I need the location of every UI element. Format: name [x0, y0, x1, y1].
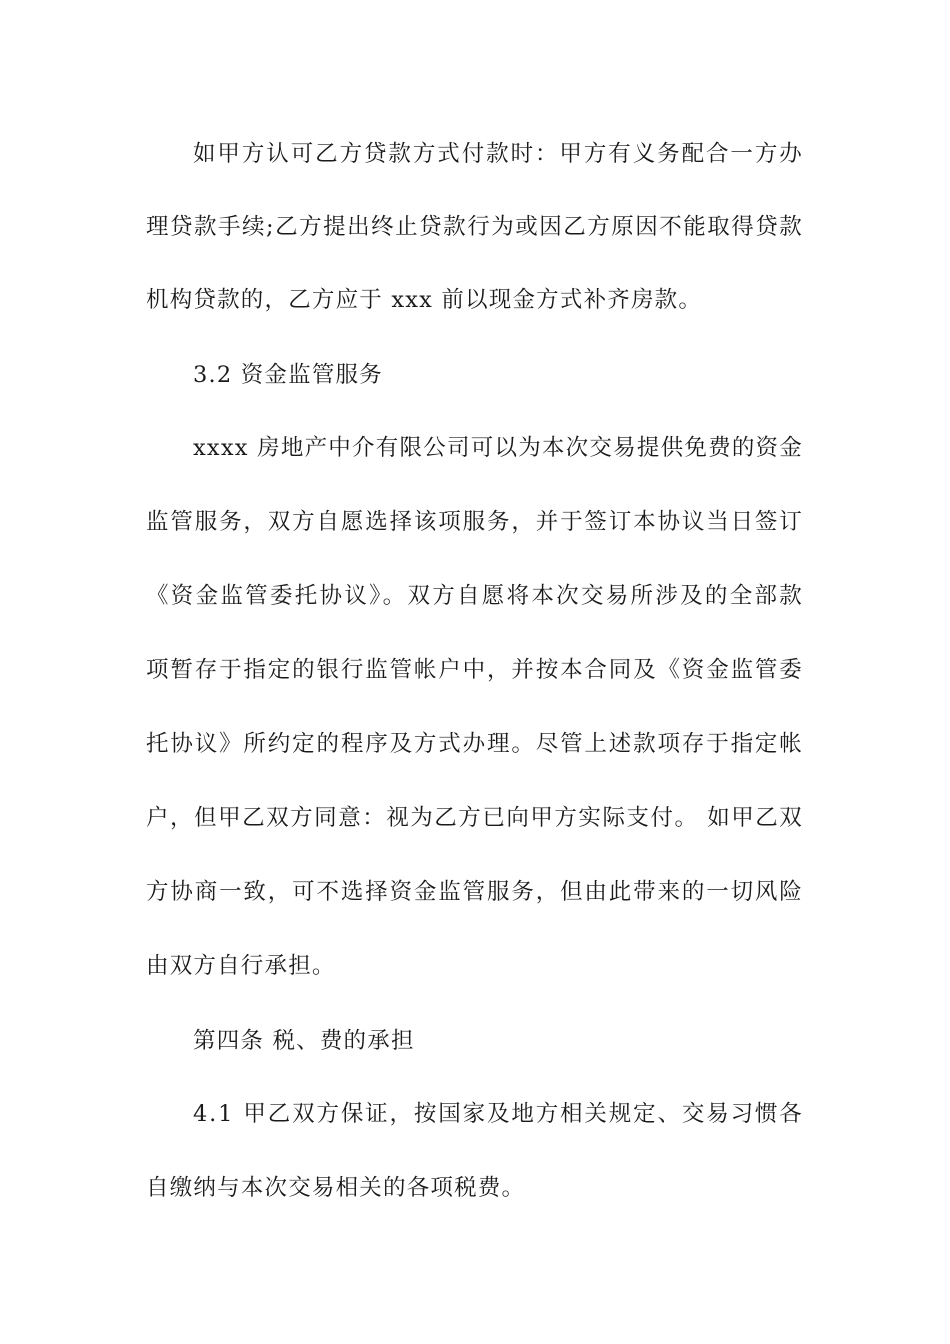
body-line-3: 机构贷款的，乙方应于 xxx 前以现金方式补齐房款。 — [146, 287, 703, 313]
body-line-2: 理贷款手续;乙方提出终止贷款行为或因乙方原因不能取得贷款 — [146, 214, 804, 240]
body-line-9: 托协议》所约定的程序及方式办理。尽管上述款项存于指定帐 — [146, 731, 804, 757]
section-heading-article-4: 第四条 税、费的承担 — [193, 1028, 415, 1054]
body-line-1: 如甲方认可乙方贷款方式付款时：甲方有义务配合一方办 — [193, 141, 804, 167]
body-line-7: 《资金监管委托协议》。双方自愿将本次交易所涉及的全部款 — [146, 583, 805, 609]
body-line-6: 监管服务，双方自愿选择该项服务，并于签订本协议当日签订 — [146, 509, 804, 535]
body-line-11: 方协商一致，可不选择资金监管服务，但由此带来的一切风险 — [146, 879, 804, 905]
body-line-12: 由双方自行承担。 — [146, 953, 336, 979]
body-line-14: 4.1 甲乙双方保证，按国家及地方相关规定、交易习惯各 — [193, 1101, 804, 1127]
body-line-8: 项暂存于指定的银行监管帐户中，并按本合同及《资金监管委 — [146, 657, 804, 683]
body-line-10: 户，但甲乙双方同意：视为乙方已向甲方实际支付。 如甲乙双 — [146, 805, 804, 831]
body-line-5: xxxx 房地产中介有限公司可以为本次交易提供免费的资金 — [193, 435, 804, 461]
section-heading-3-2: 3.2 资金监管服务 — [193, 362, 383, 388]
body-line-15: 自缴纳与本次交易相关的各项税费。 — [146, 1175, 526, 1201]
